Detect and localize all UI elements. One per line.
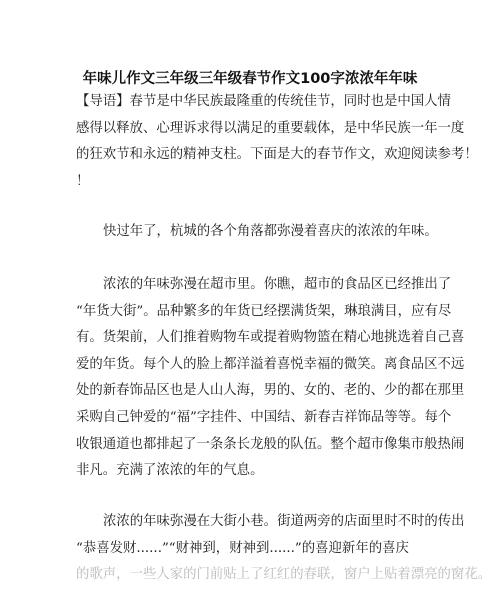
para2-line-5: 处的新春饰品区也是人山人海，男的、女的、老的、少的都在那里 [76,383,465,399]
para2-line-8: 非凡。充满了浓浓的年的气息。 [76,463,264,479]
intro-line-3: 的狂欢节和永远的精神支柱。下面是大的春节作文，欢迎阅读参考！ [76,147,478,163]
para3-line-3: 的歌声，一些人家的门前贴上了红红的春联，窗户上贴着漂亮的窗花。 [76,567,492,583]
intro-line-1: 【导语】春节是中华民族最隆重的传统佳节，同时也是中国人情 [76,94,451,109]
para1-line-1: 快过年了，杭城的各个角落都弥漫着喜庆的浓浓的年味。 [103,224,438,239]
para3-line-2: “恭喜发财......”“财神到，财神到......”的喜迎新年的喜庆 [76,540,409,556]
para2-line-3: 有。货架前，人们推着购物车或提着购物篮在精心地挑选着自己喜 [76,330,465,346]
para2-line-4: 爱的年货。每个人的脸上都洋溢着喜悦幸福的微笑。离食品区不远 [76,356,465,372]
intro-line-2: 感得以释放、心理诉求得以满足的重要载体，是中华民族一年一度 [76,120,465,136]
paragraph-2 [76,272,465,485]
para2-line-2: “年货大街”。品种繁多的年货已经摆满货架，琳琅满目，应有尽 [76,303,452,319]
paragraph-1 [103,219,455,246]
document-title: 年味儿作文三年级三年级春节作文100字浓浓年年味 [82,71,418,87]
para3-line-1: 浓浓的年味弥漫在大街小巷。街道两旁的店面里时不时的传出 [103,514,465,529]
intro-paragraph [76,89,478,195]
paragraph-3 [76,509,492,589]
intro-line-4: ！ [76,173,90,189]
para2-line-1: 浓浓的年味弥漫在超市里。你瞧，超市的食品区已经推出了 [103,277,452,292]
para2-line-7: 收银通道也都排起了一条条长龙般的队伍。整个超市像集市般热闹 [76,436,465,452]
para2-line-6: 采购自己钟爱的“福”字挂件、中国结、新春吉祥饰品等等。每个 [76,409,452,425]
